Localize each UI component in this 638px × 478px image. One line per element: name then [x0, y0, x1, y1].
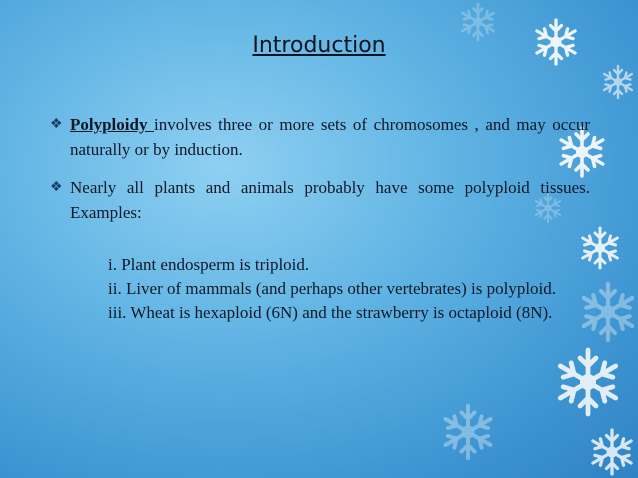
bullet-term: Polyploidy [70, 115, 155, 134]
diamond-bullet-icon: ❖ [50, 180, 63, 195]
bullet-text: involves three or more sets of chromosomes , and may occur naturally or by induction. [70, 115, 590, 159]
slide-title-text: Introduction [252, 33, 386, 58]
bullet-item [50, 175, 590, 225]
example-item: ii. Liver of mammals (and perhaps other vertebrates) is polyploid. [108, 279, 557, 298]
example-item: i. Plant endosperm is triploid. [108, 255, 310, 274]
bullet-text: Nearly all plants and animals probably have some polyploid tissues. Examples: [70, 178, 590, 222]
bullet-item [50, 112, 590, 162]
examples-list [108, 254, 588, 326]
example-item: iii. Wheat is hexaploid (6N) and the strawberry is octaploid (8N). [108, 303, 553, 322]
bullet-list [50, 112, 590, 238]
slide-title [0, 33, 638, 58]
snowflake-icon [446, 406, 491, 458]
snowflake-icon [593, 430, 631, 474]
diamond-bullet-icon: ❖ [50, 117, 63, 132]
snowflake-icon [584, 284, 632, 340]
snowflake-icon [560, 350, 615, 414]
snowflake-icon [604, 66, 632, 98]
